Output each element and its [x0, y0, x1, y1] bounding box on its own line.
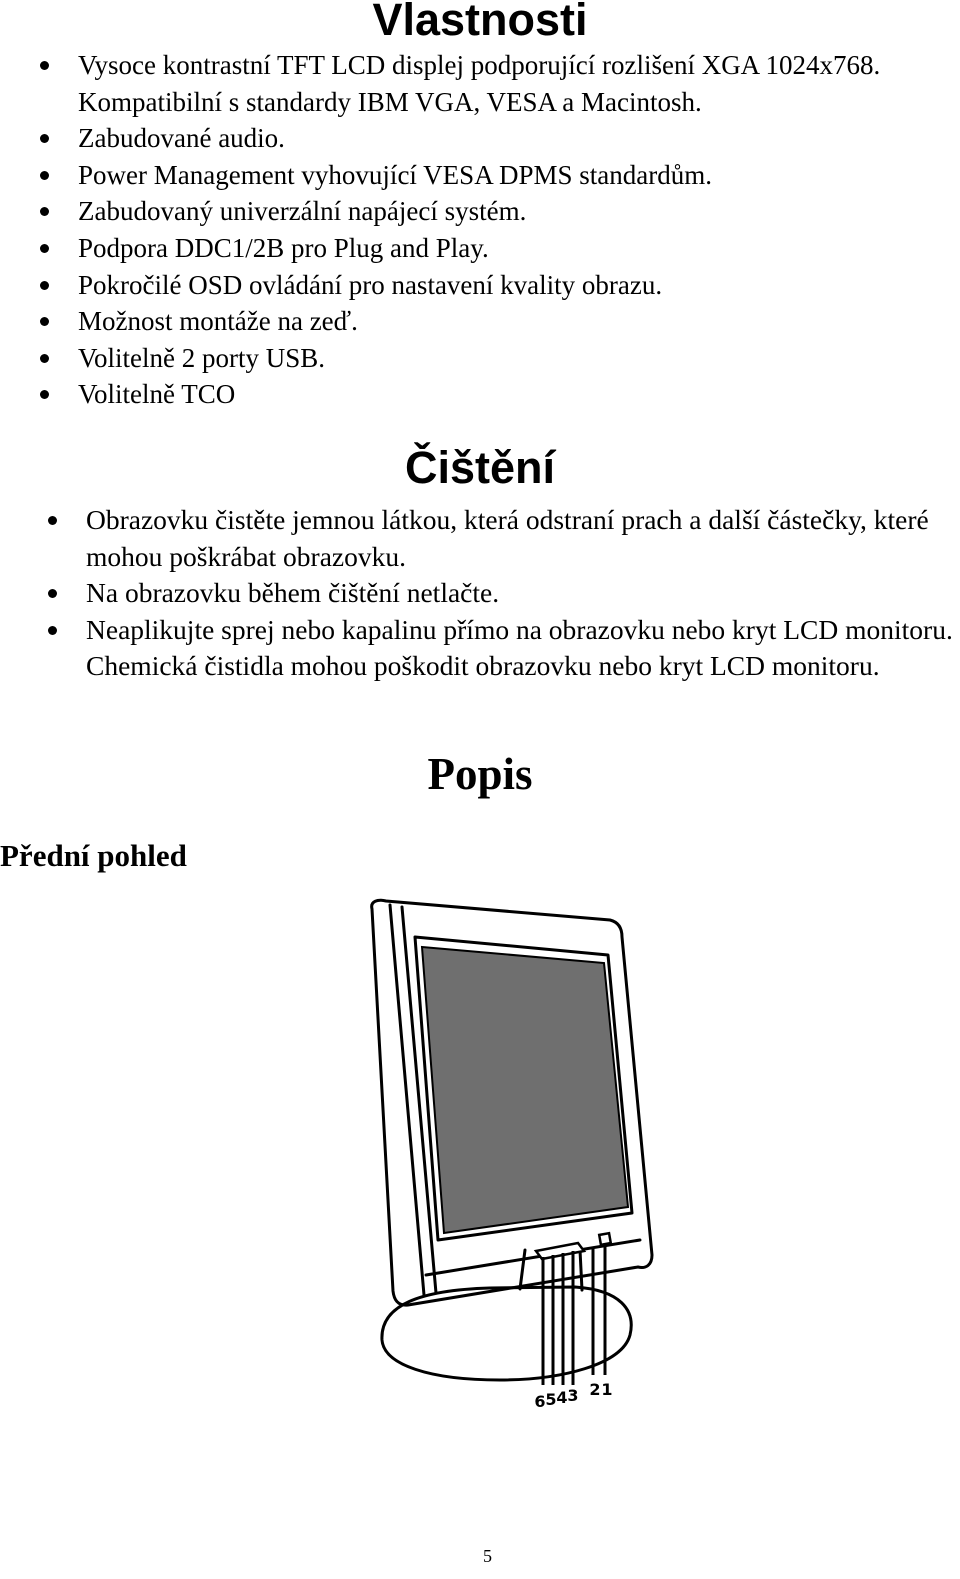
front-view-label: Přední pohled	[0, 838, 187, 873]
list-item: Možnost montáže na zeď.	[78, 303, 938, 340]
callout-number: 5	[545, 1390, 557, 1409]
control-buttons	[536, 1243, 584, 1259]
list-item: Zabudované audio.	[78, 120, 938, 157]
list-item: Pokročilé OSD ovládání pro nastavení kvality obrazu.	[78, 267, 938, 304]
list-item: Podpora DDC1/2B pro Plug and Play.	[78, 230, 938, 267]
features-list	[78, 47, 938, 413]
list-item: Volitelně TCO	[78, 376, 938, 413]
page-number: 5	[483, 1546, 492, 1566]
list-item: Na obrazovku během čištění netlačte.	[86, 575, 956, 612]
list-item: Vysoce kontrastní TFT LCD displej podporující rozlišení XGA 1024x768. Kompatibilní s standardy IBM VGA, VESA a Macintosh.	[78, 47, 938, 120]
callout-number: 2	[589, 1380, 601, 1399]
cleaning-list	[86, 502, 956, 685]
monitor-screen	[422, 947, 628, 1233]
monitor-front-view-illustration	[360, 895, 660, 1425]
list-item: Power Management vyhovující VESA DPMS standardům.	[78, 157, 938, 194]
list-item: Neaplikujte sprej nebo kapalinu přímo na obrazovku nebo kryt LCD monitoru. Chemická čistidla mohou poškodit obrazovku nebo kryt LCD monitoru.	[86, 612, 956, 685]
list-item: Zabudovaný univerzální napájecí systém.	[78, 193, 938, 230]
list-item: Obrazovku čistěte jemnou látkou, která odstraní prach a další částečky, které mohou poškrábat obrazovku.	[86, 502, 956, 575]
callout-number: 1	[601, 1380, 613, 1399]
list-item: Volitelně 2 porty USB.	[78, 340, 938, 377]
callout-number: 6	[534, 1392, 546, 1411]
callout-number: 3	[567, 1386, 579, 1405]
callout-number: 4	[556, 1388, 568, 1407]
cleaning-title: Čištění	[404, 442, 556, 493]
description-title: Popis	[427, 749, 533, 799]
features-title: Vlastnosti	[372, 0, 588, 45]
